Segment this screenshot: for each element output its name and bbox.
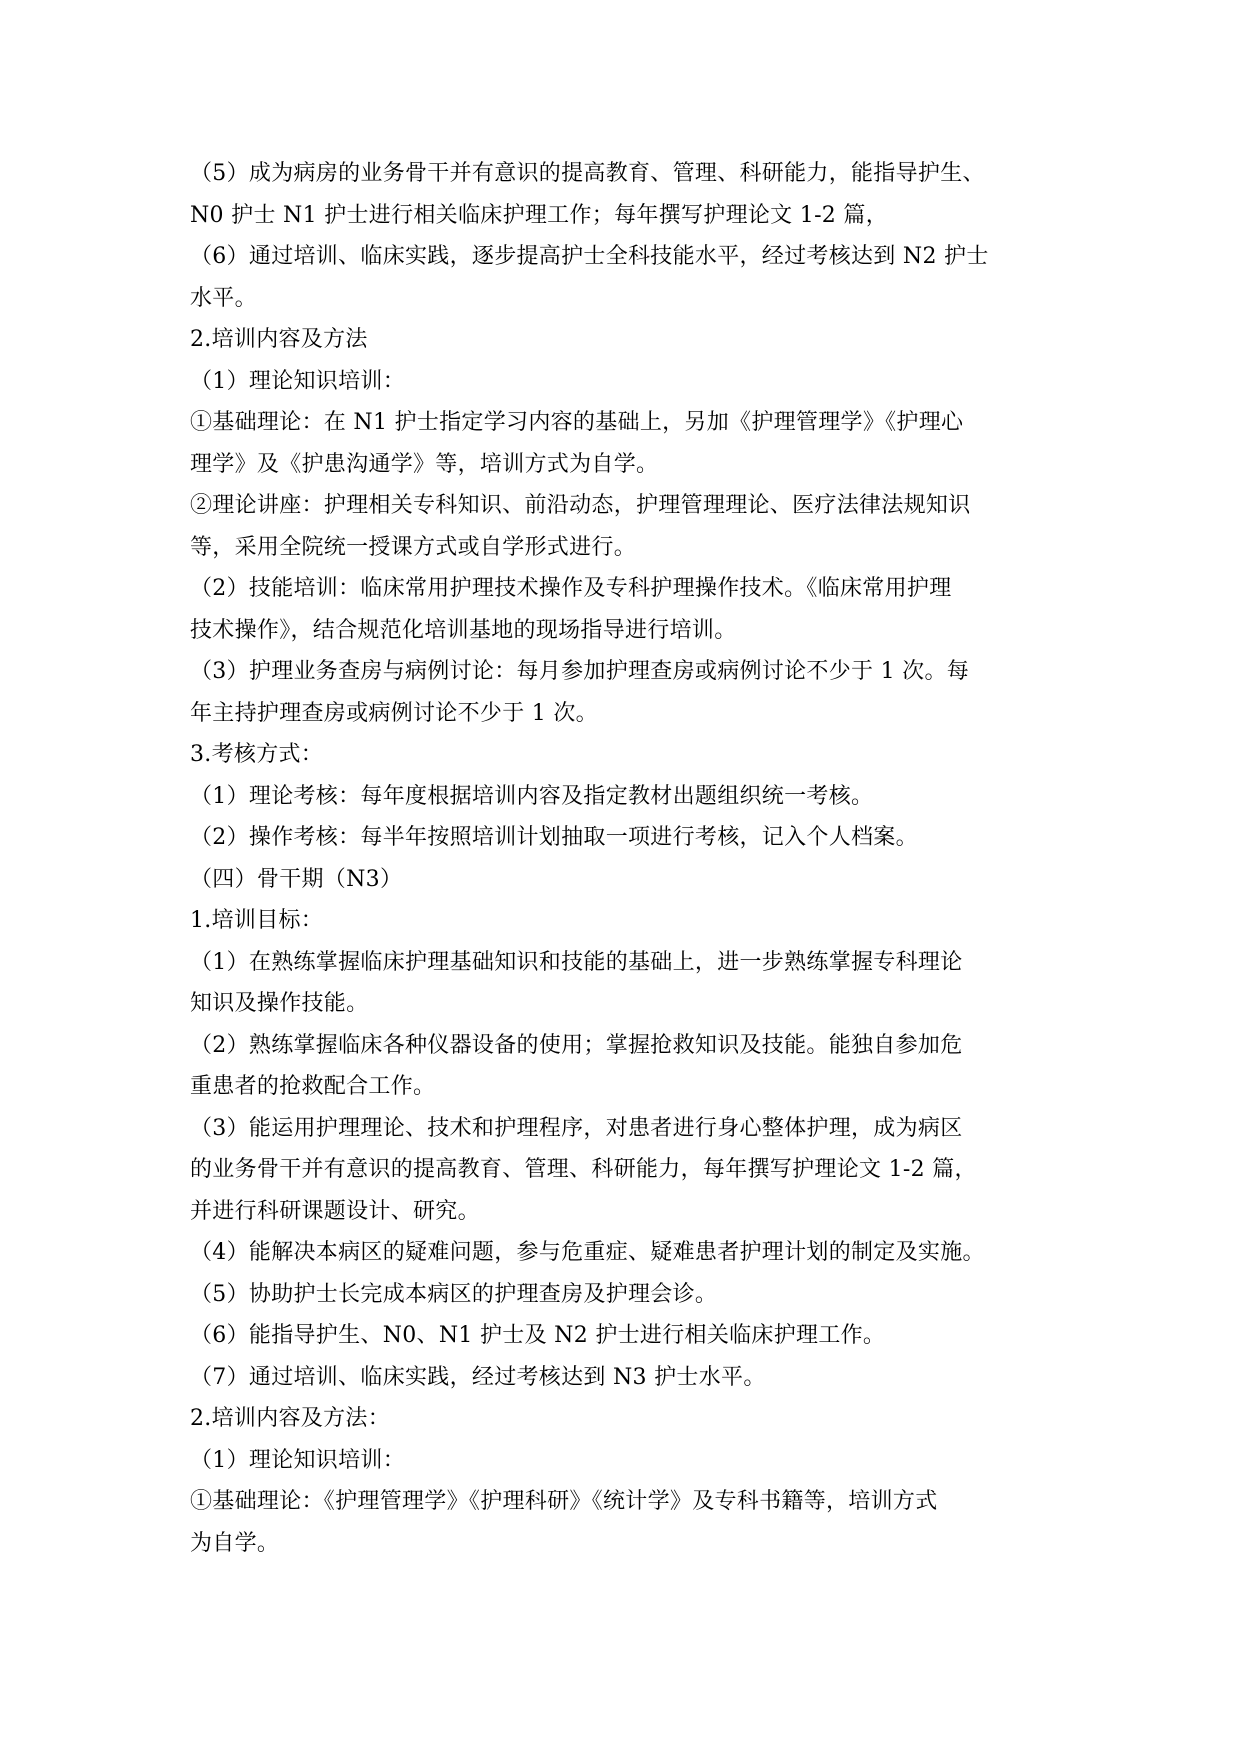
section-heading: 1.培训目标： bbox=[190, 908, 324, 933]
text-line: （3）护理业务查房与病例讨论：每月参加护理查房或病例讨论不少于 1 次。每 bbox=[190, 659, 970, 684]
text-line: （4）能解决本病区的疑难问题，参与危重症、疑难患者护理计划的制定及实施。 bbox=[190, 1240, 985, 1265]
text-line: 等，采用全院统一授课方式或自学形式进行。 bbox=[190, 534, 637, 560]
text-line: 重患者的抢救配合工作。 bbox=[190, 1074, 436, 1099]
text-line: （2）操作考核：每半年按照培训计划抽取一项进行考核，记入个人档案。 bbox=[190, 825, 918, 850]
text-line: 知识及操作技能。 bbox=[190, 991, 369, 1016]
text-line: （5）协助护士长完成本病区的护理查房及护理会诊。 bbox=[190, 1281, 718, 1307]
text-line: ②理论讲座：护理相关专科知识、前沿动态，护理管理理论、医疗法律法规知识 bbox=[190, 493, 971, 518]
text-line: N0 护士 N1 护士进行相关临床护理工作；每年撰写护理论文 1-2 篇， bbox=[190, 202, 888, 228]
text-line: （7）通过培训、临床实践，经过考核达到 N3 护士水平。 bbox=[190, 1364, 766, 1390]
text-line: 技术操作》，结合规范化培训基地的现场指导进行培训。 bbox=[190, 617, 737, 643]
text-line: 水平。 bbox=[190, 285, 257, 311]
text-line: （6）能指导护生、N0、N1 护士及 N2 护士进行相关临床护理工作。 bbox=[190, 1323, 886, 1348]
section-heading: 2.培训内容及方法 bbox=[190, 327, 368, 352]
section-heading: 2.培训内容及方法： bbox=[190, 1406, 390, 1431]
text-line: 的业务骨干并有意识的提高教育、管理、科研能力，每年撰写护理论文 1-2 篇， bbox=[190, 1157, 977, 1182]
text-line: ①基础理论：在 N1 护士指定学习内容的基础上，另加《护理管理学》《护理心 bbox=[190, 410, 964, 435]
subsection-heading: （1）理论知识培训： bbox=[190, 368, 405, 394]
text-line: （1）理论考核：每年度根据培训内容及指定教材出题组织统一考核。 bbox=[190, 783, 874, 809]
text-line: （6）通过培训、临床实践，逐步提高护士全科技能水平，经过考核达到 N2 护士 bbox=[190, 244, 989, 269]
text-line: （1）在熟练掌握临床护理基础知识和技能的基础上，进一步熟练掌握专科理论 bbox=[190, 949, 963, 975]
text-line: （5）成为病房的业务骨干并有意识的提高教育、管理、科研能力，能指导护生、 bbox=[190, 161, 985, 186]
section-heading: 3.考核方式： bbox=[190, 742, 324, 767]
text-line: （2）熟练掌握临床各种仪器设备的使用；掌握抢救知识及技能。能独自参加危 bbox=[190, 1032, 963, 1058]
text-line: 为自学。 bbox=[190, 1530, 280, 1556]
text-line: （2）技能培训：临床常用护理技术操作及专科护理操作技术。《临床常用护理 bbox=[190, 576, 952, 601]
document-body bbox=[190, 153, 1060, 1564]
text-line: 并进行科研课题设计、研究。 bbox=[190, 1198, 480, 1224]
text-line: ①基础理论：《护理管理学》《护理科研》《统计学》及专科书籍等，培训方式 bbox=[190, 1489, 938, 1514]
text-line: 理学》及《护患沟通学》等，培训方式为自学。 bbox=[190, 451, 659, 477]
text-line: （3）能运用护理理论、技术和护理程序，对患者进行身心整体护理，成为病区 bbox=[190, 1115, 963, 1141]
subsection-heading: （1）理论知识培训： bbox=[190, 1447, 405, 1473]
text-line: 年主持护理查房或病例讨论不少于 1 次。 bbox=[190, 700, 598, 726]
chapter-heading: （四）骨干期（N3） bbox=[190, 866, 403, 892]
